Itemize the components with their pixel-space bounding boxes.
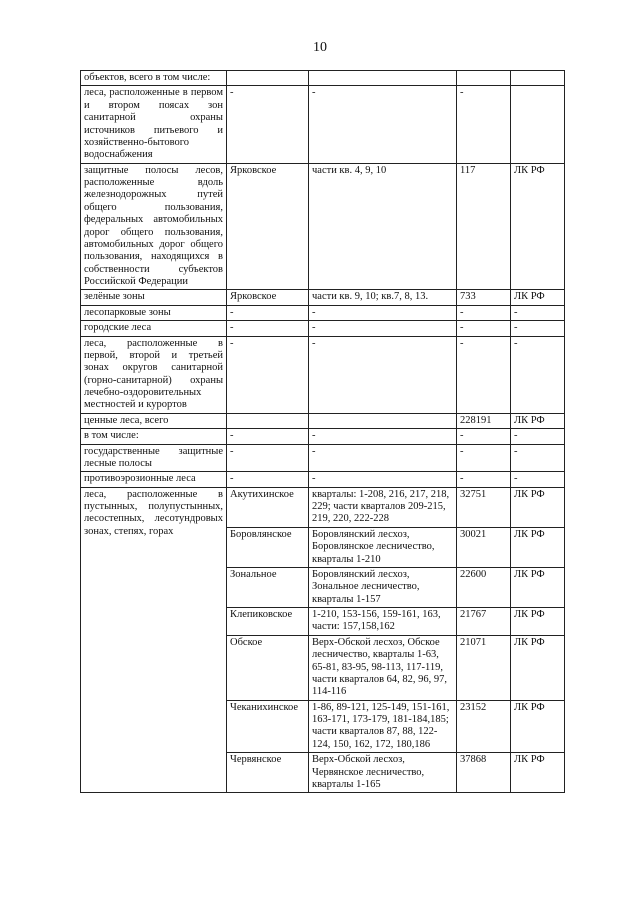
table-cell-c3: - <box>309 472 457 487</box>
table-row <box>81 487 565 527</box>
table-cell-c4: 22600 <box>457 567 511 607</box>
table-cell-c2: Зональное <box>227 567 309 607</box>
table-cell-c4: 228191 <box>457 413 511 428</box>
table-cell-c1: в том числе: <box>81 429 227 444</box>
table-row <box>81 429 565 444</box>
table-row <box>81 472 565 487</box>
table-cell-c4: - <box>457 472 511 487</box>
table-cell-c5: ЛК РФ <box>511 413 565 428</box>
table-cell-c4: - <box>457 429 511 444</box>
table-cell-c5: ЛК РФ <box>511 608 565 636</box>
table-cell-c4: - <box>457 86 511 163</box>
table-cell-c5 <box>511 71 565 86</box>
table-cell-c2: Червянское <box>227 753 309 793</box>
table-cell-c5: ЛК РФ <box>511 290 565 305</box>
table-cell-c2 <box>227 71 309 86</box>
table-cell-c5: - <box>511 321 565 336</box>
table-cell-c2: Обское <box>227 635 309 700</box>
table-cell-c5: ЛК РФ <box>511 163 565 290</box>
table-cell-c4: - <box>457 444 511 472</box>
table-cell-c1: объектов, всего в том числе: <box>81 71 227 86</box>
table-cell-c2: Ярковское <box>227 290 309 305</box>
table-cell-c1: ценные леса, всего <box>81 413 227 428</box>
table-row <box>81 444 565 472</box>
table-row <box>81 163 565 290</box>
table-row <box>81 413 565 428</box>
table-cell-c3: - <box>309 336 457 413</box>
table-cell-c3: - <box>309 321 457 336</box>
table-cell-c2: - <box>227 336 309 413</box>
table-cell-c1: лесопарковые зоны <box>81 305 227 320</box>
table-cell-c2: Боровлянское <box>227 527 309 567</box>
table-cell-c5: - <box>511 472 565 487</box>
table-cell-c1: леса, расположенные в первом и втором поясах зон санитарной охраны источников питьевого и хозяйственно-бытового водоснабжения <box>81 86 227 163</box>
table-row <box>81 71 565 86</box>
table-cell-c2: - <box>227 429 309 444</box>
table-cell-c3: - <box>309 429 457 444</box>
table-row <box>81 336 565 413</box>
table-cell-c3: кварталы: 1-208, 216, 217, 218, 229; части кварталов 209-215, 219, 220, 222-228 <box>309 487 457 527</box>
table-cell-c3: - <box>309 305 457 320</box>
table-cell-c1: леса, расположенные в первой, второй и третьей зонах округов санитарной (горно-санитарной) охраны лечебно-оздоровительных местностей и курортов <box>81 336 227 413</box>
table-cell-c3: - <box>309 444 457 472</box>
table-cell-c2: Клепиковское <box>227 608 309 636</box>
table-cell-c4: - <box>457 305 511 320</box>
table-cell-c5: ЛК РФ <box>511 635 565 700</box>
table-row <box>81 321 565 336</box>
table-cell-c3: Верх-Обской лесхоз, Червянское лесничество, кварталы 1-165 <box>309 753 457 793</box>
table-cell-c5 <box>511 86 565 163</box>
table-cell-c4: 23152 <box>457 700 511 753</box>
table-cell-c5: ЛК РФ <box>511 487 565 527</box>
table-cell-c2 <box>227 413 309 428</box>
page-number: 10 <box>313 40 327 55</box>
table-cell-c4: 21071 <box>457 635 511 700</box>
table-cell-c2: Акутихинское <box>227 487 309 527</box>
table-cell-c5: ЛК РФ <box>511 700 565 753</box>
table-cell-c3 <box>309 413 457 428</box>
table-cell-c2: - <box>227 305 309 320</box>
table-cell-c5: - <box>511 429 565 444</box>
table-cell-c3: Боровлянский лесхоз, Боровлянское лесничество, кварталы 1-210 <box>309 527 457 567</box>
table-cell-c3: части кв. 4, 9, 10 <box>309 163 457 290</box>
table-cell-c3: Боровлянский лесхоз, Зональное лесничество, кварталы 1-157 <box>309 567 457 607</box>
table-cell-c5: ЛК РФ <box>511 567 565 607</box>
table-cell-c2: Чеканихинское <box>227 700 309 753</box>
protective-forests-table <box>80 70 565 793</box>
table-cell-c5: ЛК РФ <box>511 527 565 567</box>
table-cell-c1: государственные защитные лесные полосы <box>81 444 227 472</box>
table-cell-c1: противоэрозионные леса <box>81 472 227 487</box>
table-row <box>81 305 565 320</box>
table-cell-c4: - <box>457 336 511 413</box>
table-cell-c4: 21767 <box>457 608 511 636</box>
table-cell-c2: - <box>227 86 309 163</box>
table-cell-c3: - <box>309 86 457 163</box>
table-cell-c4: 30021 <box>457 527 511 567</box>
table-cell-c2: - <box>227 444 309 472</box>
table-cell-c4: 117 <box>457 163 511 290</box>
table-cell-c5: - <box>511 305 565 320</box>
table-cell-c1: городские леса <box>81 321 227 336</box>
table-cell-c3: 1-210, 153-156, 159-161, 163, части: 157,158,162 <box>309 608 457 636</box>
table-cell-c3: Верх-Обской лесхоз, Обское лесничество, кварталы 1-63, 65-81, 83-95, 98-113, 117-119, части кварталов 64, 82, 96, 97, 114-116 <box>309 635 457 700</box>
table-cell-c4: 32751 <box>457 487 511 527</box>
table-cell-c2: Ярковское <box>227 163 309 290</box>
table-cell-c3 <box>309 71 457 86</box>
group-label-cell: леса, расположенные в пустынных, полупустынных, лесостепных, лесотундровых зонах, степях, горах <box>81 487 227 793</box>
table-cell-c4: 37868 <box>457 753 511 793</box>
table-cell-c3: части кв. 9, 10; кв.7, 8, 13. <box>309 290 457 305</box>
table-cell-c2: - <box>227 321 309 336</box>
table-cell-c3: 1-86, 89-121, 125-149, 151-161, 163-171, 173-179, 181-184,185; части кварталов 87, 88, 122-124, 150, 162, 172, 180,186 <box>309 700 457 753</box>
table-cell-c5: ЛК РФ <box>511 753 565 793</box>
table-cell-c4: 733 <box>457 290 511 305</box>
table-cell-c5: - <box>511 336 565 413</box>
table-cell-c1: защитные полосы лесов, расположенные вдоль железнодорожных путей общего пользования, федеральных автомобильных дорог общего пользования, автомобильных дорог общего пользования, находящихся в собственности субъектов Российской Федерации <box>81 163 227 290</box>
table-cell-c1: зелёные зоны <box>81 290 227 305</box>
table-row <box>81 290 565 305</box>
table-cell-c4 <box>457 71 511 86</box>
table-cell-c2: - <box>227 472 309 487</box>
table-cell-c5: - <box>511 444 565 472</box>
table-cell-c4: - <box>457 321 511 336</box>
table-row <box>81 86 565 163</box>
